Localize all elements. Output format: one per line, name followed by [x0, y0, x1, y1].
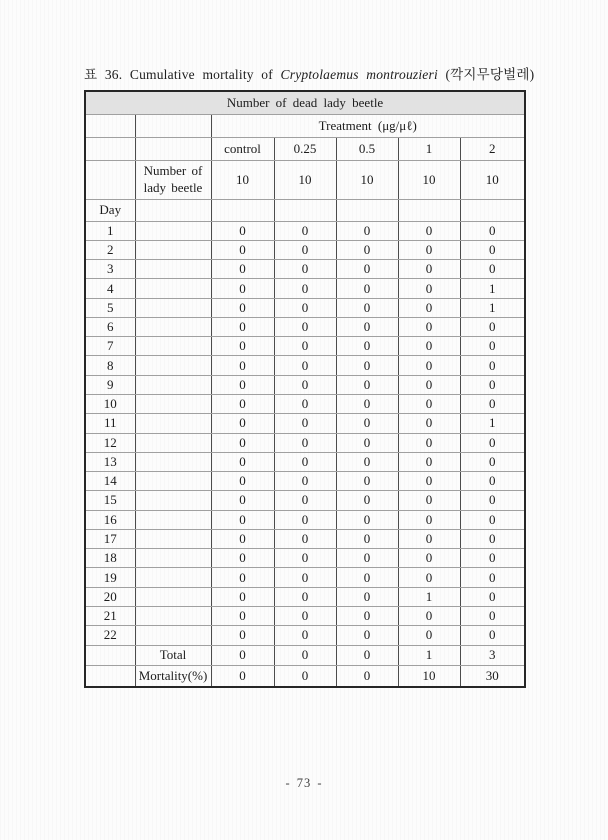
dead-count-cell: 0	[274, 414, 336, 433]
species-name: Cryptolaemus montrouzieri	[280, 67, 438, 82]
dead-count-cell: 0	[211, 529, 274, 548]
dead-count-cell: 0	[398, 337, 460, 356]
dead-count-cell: 0	[336, 260, 398, 279]
caption-korean-name: (깍지무당벌레)	[445, 67, 535, 82]
column-header-cell: control	[211, 137, 274, 160]
mortality-value-cell: 0	[336, 665, 398, 687]
treatment-row	[85, 115, 525, 138]
spacer-cell	[135, 137, 211, 160]
dead-count-cell: 0	[274, 549, 336, 568]
day-number-cell: 7	[85, 337, 135, 356]
day-row	[85, 529, 525, 548]
dead-count-cell: 0	[398, 221, 460, 240]
dead-count-cell: 0	[211, 549, 274, 568]
dead-count-cell: 0	[460, 510, 525, 529]
dead-count-cell: 0	[211, 626, 274, 645]
dead-count-cell: 0	[211, 587, 274, 606]
spacer-cell	[135, 491, 211, 510]
dead-count-cell: 0	[274, 375, 336, 394]
dead-count-cell: 0	[398, 375, 460, 394]
spacer-cell	[135, 375, 211, 394]
day-row	[85, 491, 525, 510]
day-number-cell: 21	[85, 606, 135, 625]
dead-count-cell: 0	[274, 568, 336, 587]
spacer-cell	[398, 200, 460, 222]
dead-count-cell: 0	[336, 472, 398, 491]
dead-count-cell: 0	[274, 452, 336, 471]
dead-count-cell: 0	[460, 472, 525, 491]
dead-count-cell: 0	[460, 240, 525, 259]
spacer-cell	[211, 200, 274, 222]
day-number-cell: 3	[85, 260, 135, 279]
spacer-cell	[135, 510, 211, 529]
dead-count-cell: 0	[274, 356, 336, 375]
spacer-cell	[135, 317, 211, 336]
total-value-cell: 1	[398, 645, 460, 665]
day-row	[85, 433, 525, 452]
day-row	[85, 395, 525, 414]
mortality-label-cell: Mortality(%)	[135, 665, 211, 687]
day-label-row	[85, 200, 525, 222]
dead-count-cell: 0	[211, 375, 274, 394]
spacer-cell	[274, 200, 336, 222]
mortality-value-cell: 0	[211, 665, 274, 687]
dead-count-cell: 0	[460, 626, 525, 645]
dead-count-cell: 0	[336, 510, 398, 529]
spacer-cell	[85, 645, 135, 665]
table-caption	[84, 63, 534, 83]
dead-count-cell: 1	[398, 587, 460, 606]
dead-count-cell: 0	[211, 337, 274, 356]
dead-count-cell: 0	[211, 395, 274, 414]
day-row	[85, 510, 525, 529]
day-row	[85, 414, 525, 433]
dead-count-cell: 0	[460, 568, 525, 587]
day-row	[85, 568, 525, 587]
dead-count-cell: 0	[274, 337, 336, 356]
day-number-cell: 19	[85, 568, 135, 587]
caption-text: Cumulative mortality of	[129, 67, 273, 82]
dead-count-cell: 0	[274, 221, 336, 240]
day-row	[85, 587, 525, 606]
spacer-cell	[135, 587, 211, 606]
dead-count-cell: 0	[274, 279, 336, 298]
dead-count-cell: 0	[274, 587, 336, 606]
dead-count-cell: 1	[460, 298, 525, 317]
count-label-cell	[135, 160, 211, 199]
dead-count-cell: 0	[336, 221, 398, 240]
dead-count-cell: 0	[460, 356, 525, 375]
dead-count-cell: 0	[274, 395, 336, 414]
day-row	[85, 375, 525, 394]
day-row	[85, 452, 525, 471]
day-row	[85, 626, 525, 645]
dead-count-cell: 0	[336, 279, 398, 298]
spacer-cell	[135, 260, 211, 279]
dead-count-cell: 0	[398, 568, 460, 587]
dead-count-cell: 0	[398, 279, 460, 298]
dead-count-cell: 0	[336, 317, 398, 336]
dead-count-cell: 1	[460, 414, 525, 433]
day-number-cell: 9	[85, 375, 135, 394]
mortality-value-cell: 0	[274, 665, 336, 687]
spacer-cell	[135, 356, 211, 375]
spacer-cell	[135, 549, 211, 568]
table-number-label: 표 36.	[84, 67, 123, 82]
dead-count-cell: 0	[336, 491, 398, 510]
mortality-value-cell: 10	[398, 665, 460, 687]
dead-count-cell: 0	[211, 356, 274, 375]
table-foot-section	[85, 645, 525, 687]
dead-count-cell: 0	[336, 549, 398, 568]
day-row	[85, 240, 525, 259]
dead-count-cell: 0	[460, 587, 525, 606]
dead-count-cell: 0	[274, 433, 336, 452]
day-number-cell: 4	[85, 279, 135, 298]
dead-count-cell: 0	[211, 221, 274, 240]
spacer-cell	[135, 200, 211, 222]
day-row	[85, 221, 525, 240]
day-number-cell: 16	[85, 510, 135, 529]
dead-count-cell: 0	[211, 260, 274, 279]
dead-count-cell: 0	[211, 298, 274, 317]
dead-count-cell: 0	[398, 529, 460, 548]
total-label-cell: Total	[135, 645, 211, 665]
spacer-cell	[135, 337, 211, 356]
column-header-cell: 2	[460, 137, 525, 160]
dead-count-cell: 0	[336, 606, 398, 625]
dead-count-cell: 0	[336, 529, 398, 548]
day-number-cell: 2	[85, 240, 135, 259]
count-cell: 10	[211, 160, 274, 199]
page-number: - 73 -	[285, 776, 323, 790]
table-title-row	[85, 91, 525, 115]
column-header-cell: 1	[398, 137, 460, 160]
dead-count-cell: 0	[336, 375, 398, 394]
dead-count-cell: 0	[336, 568, 398, 587]
dead-count-cell: 0	[274, 606, 336, 625]
column-header-cell: 0.5	[336, 137, 398, 160]
dead-count-cell: 0	[211, 317, 274, 336]
dead-count-cell: 0	[460, 395, 525, 414]
day-number-cell: 6	[85, 317, 135, 336]
spacer-cell	[135, 115, 211, 138]
mortality-row	[85, 665, 525, 687]
dead-count-cell: 0	[398, 298, 460, 317]
dead-count-cell: 0	[211, 452, 274, 471]
spacer-cell	[135, 395, 211, 414]
dead-count-cell: 0	[211, 279, 274, 298]
dead-count-cell: 0	[460, 375, 525, 394]
dead-count-cell: 0	[398, 433, 460, 452]
spacer-cell	[85, 160, 135, 199]
day-row	[85, 472, 525, 491]
total-value-cell: 3	[460, 645, 525, 665]
dead-count-cell: 0	[460, 221, 525, 240]
dead-count-cell: 0	[398, 240, 460, 259]
total-value-cell: 0	[336, 645, 398, 665]
dead-count-cell: 0	[398, 491, 460, 510]
dead-count-cell: 0	[274, 491, 336, 510]
dead-count-cell: 0	[398, 452, 460, 471]
spacer-cell	[135, 568, 211, 587]
spacer-cell	[135, 529, 211, 548]
dead-count-cell: 0	[274, 260, 336, 279]
day-number-cell: 18	[85, 549, 135, 568]
dead-count-cell: 0	[336, 337, 398, 356]
dead-count-cell: 0	[460, 452, 525, 471]
dead-count-cell: 0	[398, 395, 460, 414]
dead-count-cell: 0	[274, 529, 336, 548]
dead-count-cell: 0	[336, 626, 398, 645]
spacer-cell	[135, 472, 211, 491]
dead-count-cell: 0	[336, 587, 398, 606]
dead-count-cell: 0	[336, 240, 398, 259]
count-label-line1: Number of	[143, 162, 203, 178]
spacer-cell	[135, 606, 211, 625]
count-label-line2: lady beetle	[143, 179, 203, 195]
dead-count-cell: 0	[211, 606, 274, 625]
dead-count-cell: 0	[336, 356, 398, 375]
dead-count-cell: 0	[460, 491, 525, 510]
day-number-cell: 1	[85, 221, 135, 240]
dead-count-cell: 0	[274, 626, 336, 645]
total-row	[85, 645, 525, 665]
day-row	[85, 298, 525, 317]
spacer-cell	[135, 414, 211, 433]
day-row	[85, 356, 525, 375]
dead-count-cell: 0	[398, 356, 460, 375]
dead-count-cell: 0	[211, 491, 274, 510]
day-row	[85, 279, 525, 298]
day-number-cell: 22	[85, 626, 135, 645]
treatment-label-cell: Treatment (μg/μℓ)	[211, 115, 525, 138]
count-cell: 10	[460, 160, 525, 199]
table-head-section	[85, 91, 525, 221]
count-cell: 10	[274, 160, 336, 199]
day-number-cell: 10	[85, 395, 135, 414]
day-number-cell: 15	[85, 491, 135, 510]
day-number-cell: 17	[85, 529, 135, 548]
column-header-cell: 0.25	[274, 137, 336, 160]
dead-count-cell: 0	[398, 317, 460, 336]
dead-count-cell: 0	[398, 472, 460, 491]
spacer-cell	[336, 200, 398, 222]
dead-count-cell: 0	[274, 510, 336, 529]
spacer-cell	[85, 137, 135, 160]
dead-count-cell: 0	[274, 472, 336, 491]
dead-count-cell: 0	[211, 568, 274, 587]
mortality-table	[84, 90, 526, 688]
dead-count-cell: 0	[274, 317, 336, 336]
dead-count-cell: 0	[398, 606, 460, 625]
spacer-cell	[460, 200, 525, 222]
table-title-cell: Number of dead lady beetle	[85, 91, 525, 115]
dead-count-cell: 1	[460, 279, 525, 298]
spacer-cell	[135, 452, 211, 471]
spacer-cell	[135, 433, 211, 452]
day-number-cell: 13	[85, 452, 135, 471]
dead-count-cell: 0	[460, 549, 525, 568]
dead-count-cell: 0	[398, 549, 460, 568]
dead-count-cell: 0	[398, 626, 460, 645]
dead-count-cell: 0	[460, 433, 525, 452]
dead-count-cell: 0	[460, 606, 525, 625]
spacer-cell	[135, 626, 211, 645]
dead-count-cell: 0	[336, 298, 398, 317]
spacer-cell	[135, 240, 211, 259]
dead-count-cell: 0	[398, 510, 460, 529]
day-row	[85, 317, 525, 336]
beetle-count-row	[85, 160, 525, 199]
day-number-cell: 8	[85, 356, 135, 375]
day-number-cell: 5	[85, 298, 135, 317]
dead-count-cell: 0	[274, 240, 336, 259]
spacer-cell	[135, 221, 211, 240]
day-number-cell: 12	[85, 433, 135, 452]
dead-count-cell: 0	[274, 298, 336, 317]
dead-count-cell: 0	[460, 260, 525, 279]
count-cell: 10	[398, 160, 460, 199]
dead-count-cell: 0	[211, 240, 274, 259]
day-number-cell: 11	[85, 414, 135, 433]
dead-count-cell: 0	[211, 472, 274, 491]
total-value-cell: 0	[211, 645, 274, 665]
dead-count-cell: 0	[336, 414, 398, 433]
day-rows-body	[85, 221, 525, 645]
day-row	[85, 606, 525, 625]
dead-count-cell: 0	[336, 433, 398, 452]
dead-count-cell: 0	[398, 414, 460, 433]
day-label-cell: Day	[85, 200, 135, 222]
total-value-cell: 0	[274, 645, 336, 665]
spacer-cell	[135, 298, 211, 317]
dead-count-cell: 0	[336, 452, 398, 471]
column-header-row	[85, 137, 525, 160]
dead-count-cell: 0	[398, 260, 460, 279]
spacer-cell	[85, 115, 135, 138]
day-row	[85, 337, 525, 356]
dead-count-cell: 0	[460, 317, 525, 336]
dead-count-cell: 0	[211, 510, 274, 529]
mortality-value-cell: 30	[460, 665, 525, 687]
day-row	[85, 260, 525, 279]
day-row	[85, 549, 525, 568]
day-number-cell: 14	[85, 472, 135, 491]
dead-count-cell: 0	[336, 395, 398, 414]
spacer-cell	[85, 665, 135, 687]
dead-count-cell: 0	[211, 433, 274, 452]
dead-count-cell: 0	[211, 414, 274, 433]
spacer-cell	[135, 279, 211, 298]
dead-count-cell: 0	[460, 529, 525, 548]
count-cell: 10	[336, 160, 398, 199]
dead-count-cell: 0	[460, 337, 525, 356]
day-number-cell: 20	[85, 587, 135, 606]
